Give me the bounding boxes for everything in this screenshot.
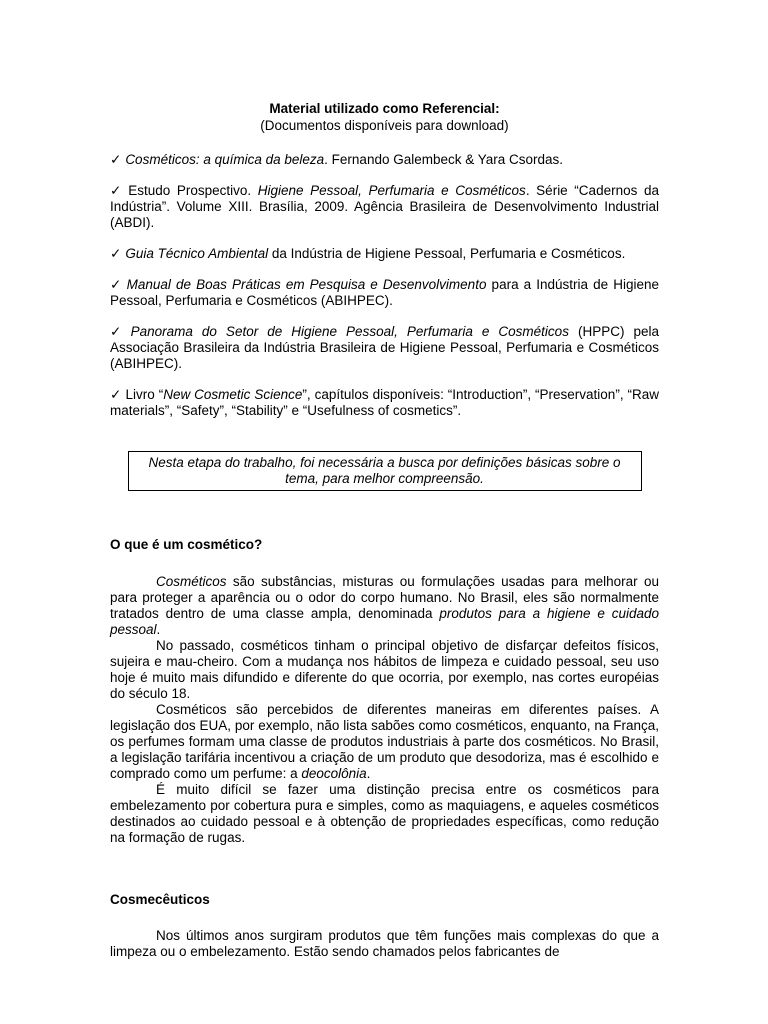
reference-subtitle: (Documentos disponíveis para download) — [260, 118, 509, 133]
section-heading-cosmeceuticos: Cosmecêuticos — [110, 892, 210, 907]
reference-item: ✓ Panorama do Setor de Higiene Pessoal, Perfumaria e Cosméticos (HPPC) pela Associação Brasileira da Indústria Brasileira de Higiene Pessoal, Perfumaria e Cosméticos (ABIHPEC). — [110, 324, 660, 371]
reference-item: ✓ Cosméticos: a química da beleza. Fernando Galembeck & Yara Csordas. — [110, 152, 564, 167]
checkmark-icon: ✓ — [110, 277, 123, 292]
paragraph: Cosméticos são percebidos de diferentes maneiras em diferentes países. A legislação dos EUA, por exemplo, não lista sabões como cosméticos, enquanto, na França, os perfumes formam uma classe de produtos industriais à parte dos cosméticos. No Brasil, a legislação tarifária incentivou a criação de um produto que desodoriza, mas é escolhido e comprado como um perfume: a deocolônia. — [110, 702, 659, 781]
paragraph: É muito difícil se fazer uma distinção precisa entre os cosméticos para embelezamento por cobertura pura e simples, como as maquiagens, e aqueles cosméticos destinados ao cuidado pessoal e à obtenção de propriedades específicas, como redução na formação de rugas. — [110, 782, 659, 845]
paragraph: Nos últimos anos surgiram produtos que têm funções mais complexas do que a limpeza ou o embelezamento. Estão sendo chamados pelos fabricantes de — [110, 928, 659, 959]
paragraph: Cosméticos são substâncias, misturas ou formulações usadas para melhorar ou para proteger a aparência ou o odor do corpo humano. No Brasil, eles são normalmente tratados dentro de uma classe ampla, denominada produtos para a higiene e cuidado pessoal. — [110, 574, 660, 637]
document-page — [110, 100, 659, 960]
reference-item: ✓ Estudo Prospectivo. Higiene Pessoal, Perfumaria e Cosméticos. Série “Cadernos da Indústria”. Volume XIII. Brasília, 2009. Agência Brasileira de Desenvolvimento Industrial (ABDI). — [110, 183, 659, 230]
reference-list — [110, 152, 659, 419]
note-box: Nesta etapa do trabalho, foi necessária a busca por definições básicas sobre o tema, para melhor compreensão. — [128, 451, 642, 491]
paragraph: No passado, cosméticos tinham o principal objetivo de disfarçar defeitos físicos, sujeira e mau-cheiro. Com a mudança nos hábitos de limpeza e cuidado pessoal, seu uso hoje é muito mais difundido e diferente do que ocorria, por exemplo, nas cortes européias do século 18. — [110, 638, 659, 701]
reference-item: ✓ Manual de Boas Práticas em Pesquisa e Desenvolvimento para a Indústria de Higiene Pessoal, Perfumaria e Cosméticos (ABIHPEC). — [110, 277, 660, 308]
checkmark-icon: ✓ — [110, 152, 122, 167]
reference-item: ✓ Guia Técnico Ambiental da Indústria de Higiene Pessoal, Perfumaria e Cosméticos. — [110, 246, 626, 261]
checkmark-icon: ✓ — [110, 246, 122, 261]
reference-title: Material utilizado como Referencial: — [269, 101, 500, 116]
checkmark-icon: ✓ — [110, 324, 127, 339]
checkmark-icon: ✓ — [110, 387, 122, 402]
section-heading-cosmetico: O que é um cosmético? — [110, 537, 263, 552]
checkmark-icon: ✓ — [110, 183, 125, 198]
reference-item: ✓ Livro “New Cosmetic Science”, capítulos disponíveis: “Introduction”, “Preservation”, “Raw materials”, “Safety”, “Stability” e “Usefulness of cosmetics”. — [110, 387, 660, 418]
